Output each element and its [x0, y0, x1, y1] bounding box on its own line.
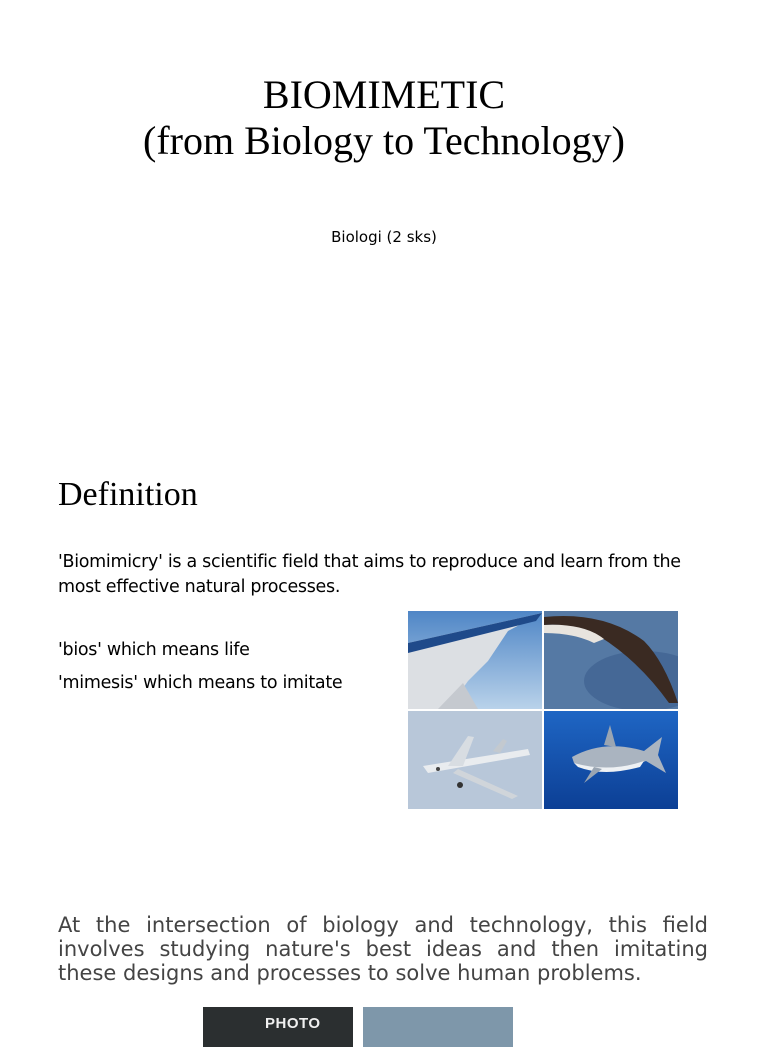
title-line-2: (from Biology to Technology) — [143, 118, 625, 163]
term-mimesis: 'mimesis' which means to imitate — [58, 673, 343, 693]
photo-grid — [408, 611, 678, 809]
shark-image — [544, 711, 678, 809]
airplane-image — [408, 711, 542, 809]
sky-thumbnail — [363, 1007, 513, 1047]
photo-thumbnail — [203, 1007, 353, 1047]
airplane-wing-image — [408, 611, 542, 709]
albatross-image — [544, 611, 678, 709]
term-bios: 'bios' which means life — [58, 640, 250, 660]
definition-heading: Definition — [58, 476, 198, 513]
slide-subtitle: Biologi (2 sks) — [331, 228, 437, 246]
thumbnail-label: PHOTO — [265, 1015, 321, 1032]
slide-title — [0, 72, 768, 164]
intro-paragraph: At the intersection of biology and technology, this field involves studying nature's best ideas and then imitating these designs and processes to solve human problems. — [58, 913, 708, 985]
definition-text: 'Biomimicry' is a scientific field that aims to reproduce and learn from the most effective natural processes. — [58, 552, 681, 597]
title-line-1: BIOMIMETIC — [262, 72, 506, 117]
